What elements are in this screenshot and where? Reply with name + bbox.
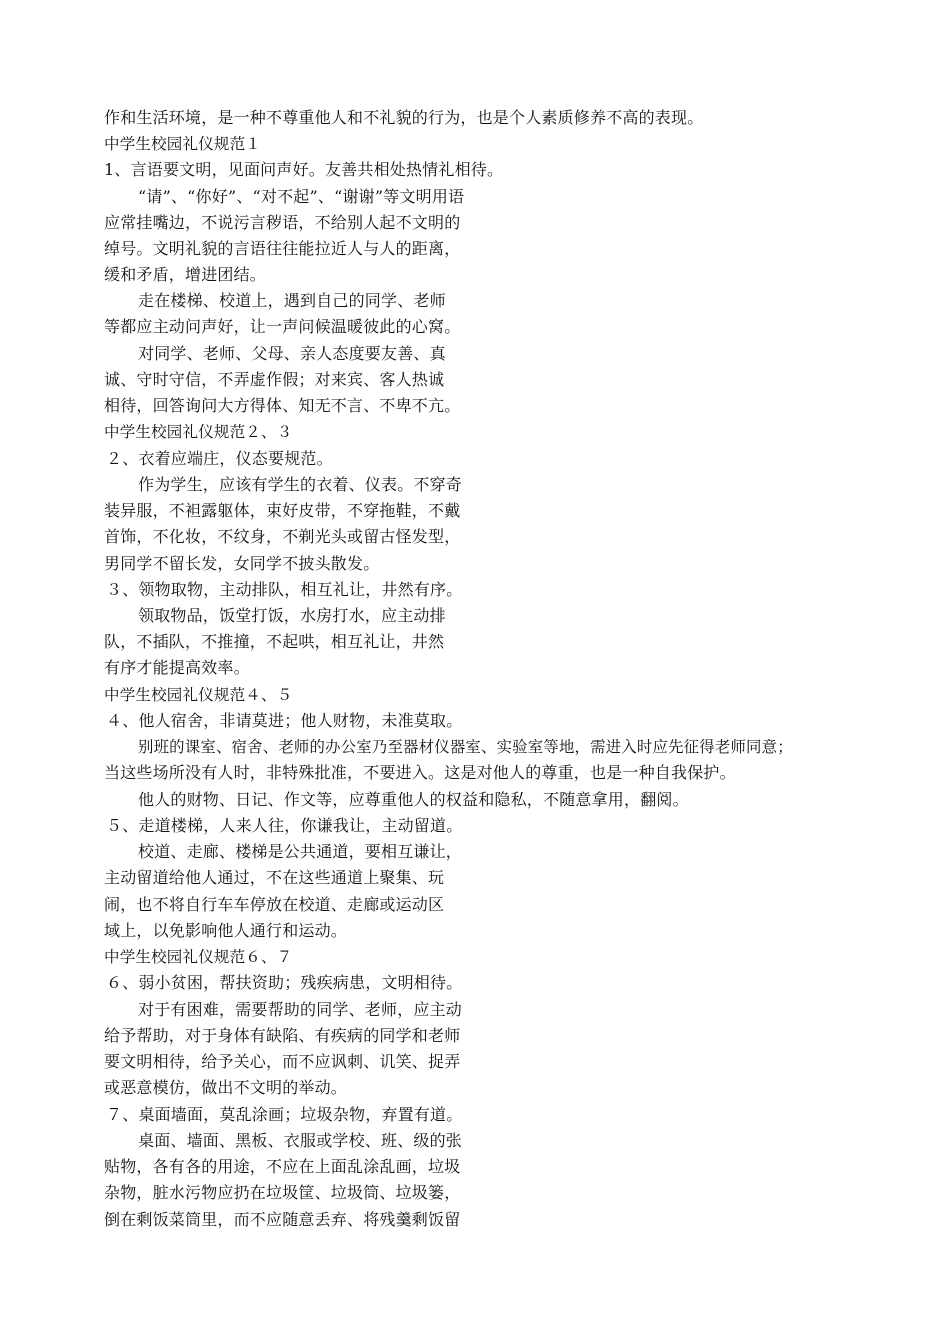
paragraph-line: 缓和矛盾，增进团结。 [104,265,267,284]
paragraph-line: 装异服，不袒露躯体，束好皮带，不穿拖鞋，不戴 [104,501,461,520]
paragraph-line: 校道、走廊、楼梯是公共通道，要相互谦让， [138,842,463,861]
paragraph-line: 贴物，各有各的用途，不应在上面乱涂乱画，垃圾 [104,1157,461,1176]
paragraph-line: “请”、“你好”、“对不起”、“谢谢”等文明用语 [138,187,465,206]
paragraph-line: 男同学不留长发，女同学不披头散发。 [104,554,380,573]
paragraph-line: 有序才能提高效率。 [104,658,250,677]
section-heading: 中学生校园礼仪规范１ [104,135,262,153]
paragraph-line: 对于有困难，需要帮助的同学、老师，应主动 [138,1000,463,1019]
rule-heading: ２、衣着应端庄，仪态要规范。 [106,449,333,468]
paragraph-line: 对同学、老师、父母、亲人态度要友善、真 [138,344,446,363]
paragraph-line: 首饰，不化妆，不纹身，不剃光头或留古怪发型， [104,527,461,546]
rule-heading: ５、走道楼梯，人来人往，你谦我让，主动留道。 [106,816,463,835]
section-heading: 中学生校园礼仪规范４、５ [104,686,293,704]
rule-heading: ３、领物取物，主动排队，相互礼让，井然有序。 [106,580,463,599]
paragraph-line: 域上，以免影响他人通行和运动。 [104,921,348,940]
paragraph-line: 走在楼梯、校道上，遇到自己的同学、老师 [138,291,446,310]
paragraph-line: 他人的财物、日记、作文等，应尊重他人的权益和隐私，不随意拿用，翻阅。 [138,790,689,809]
paragraph-line: 等都应主动问声好，让一声问候温暖彼此的心窝。 [104,317,461,336]
section-heading: 中学生校园礼仪规范２、３ [104,423,293,441]
paragraph-line: 应常挂嘴边，不说污言秽语，不给别人起不文明的 [104,213,461,232]
paragraph-line: 绰号。文明礼貌的言语往往能拉近人与人的距离， [104,239,461,258]
rule-heading: 1、言语要文明，见面问声好。友善共相处热情礼相待。 [104,160,504,179]
paragraph-line: 作和生活环境，是一种不尊重他人和不礼貌的行为，也是个人素质修养不高的表现。 [104,108,704,127]
section-heading: 中学生校园礼仪规范６、７ [104,948,293,966]
paragraph-line: 队，不插队，不推撞，不起哄，相互礼让，井然 [104,632,445,651]
rule-heading: ６、弱小贫困，帮扶资助；残疾病患，文明相待。 [106,973,463,992]
paragraph-line: 给予帮助，对于身体有缺陷、有疾病的同学和老师 [104,1026,461,1045]
paragraph-line: 桌面、墙面、黑板、衣服或学校、班、级的张 [138,1131,463,1150]
paragraph-line: 倒在剩饭菜筒里，而不应随意丢弃、将残羹剩饭留 [104,1210,461,1229]
paragraph-line: 主动留道给他人通过，不在这些通道上聚集、玩 [104,868,445,887]
rule-heading: ７、桌面墙面，莫乱涂画；垃圾杂物，弃置有道。 [106,1105,463,1124]
paragraph-line: 领取物品，饭堂打饭，水房打水，应主动排 [138,606,446,625]
rule-heading: ４、他人宿舍，非请莫进；他人财物，未准莫取。 [106,711,463,730]
paragraph-line: 诚、守时守信，不弄虚作假；对来宾、客人热诚 [104,370,445,389]
paragraph-line: 或恶意模仿，做出不文明的举动。 [104,1078,348,1097]
paragraph-line: 相待，回答询问大方得体、知无不言、不卑不亢。 [104,396,461,415]
paragraph-line: 杂物，脏水污物应扔在垃圾筐、垃圾筒、垃圾篓， [104,1183,461,1202]
paragraph-line: 闹，也不将自行车车停放在校道、走廊或运动区 [104,895,445,914]
paragraph-line: 当这些场所没有人时，非特殊批准，不要进入。这是对他人的尊重，也是一种自我保护。 [104,763,736,782]
paragraph-line: 作为学生，应该有学生的衣着、仪表。不穿奇 [138,475,463,494]
paragraph-line: 别班的课室、宿舍、老师的办公室乃至器材仪器室、实验室等地，需进入时应先征得老师同意； [138,738,793,756]
paragraph-line: 要文明相待，给予关心，而不应讽刺、讥笑、捉弄 [104,1052,461,1071]
